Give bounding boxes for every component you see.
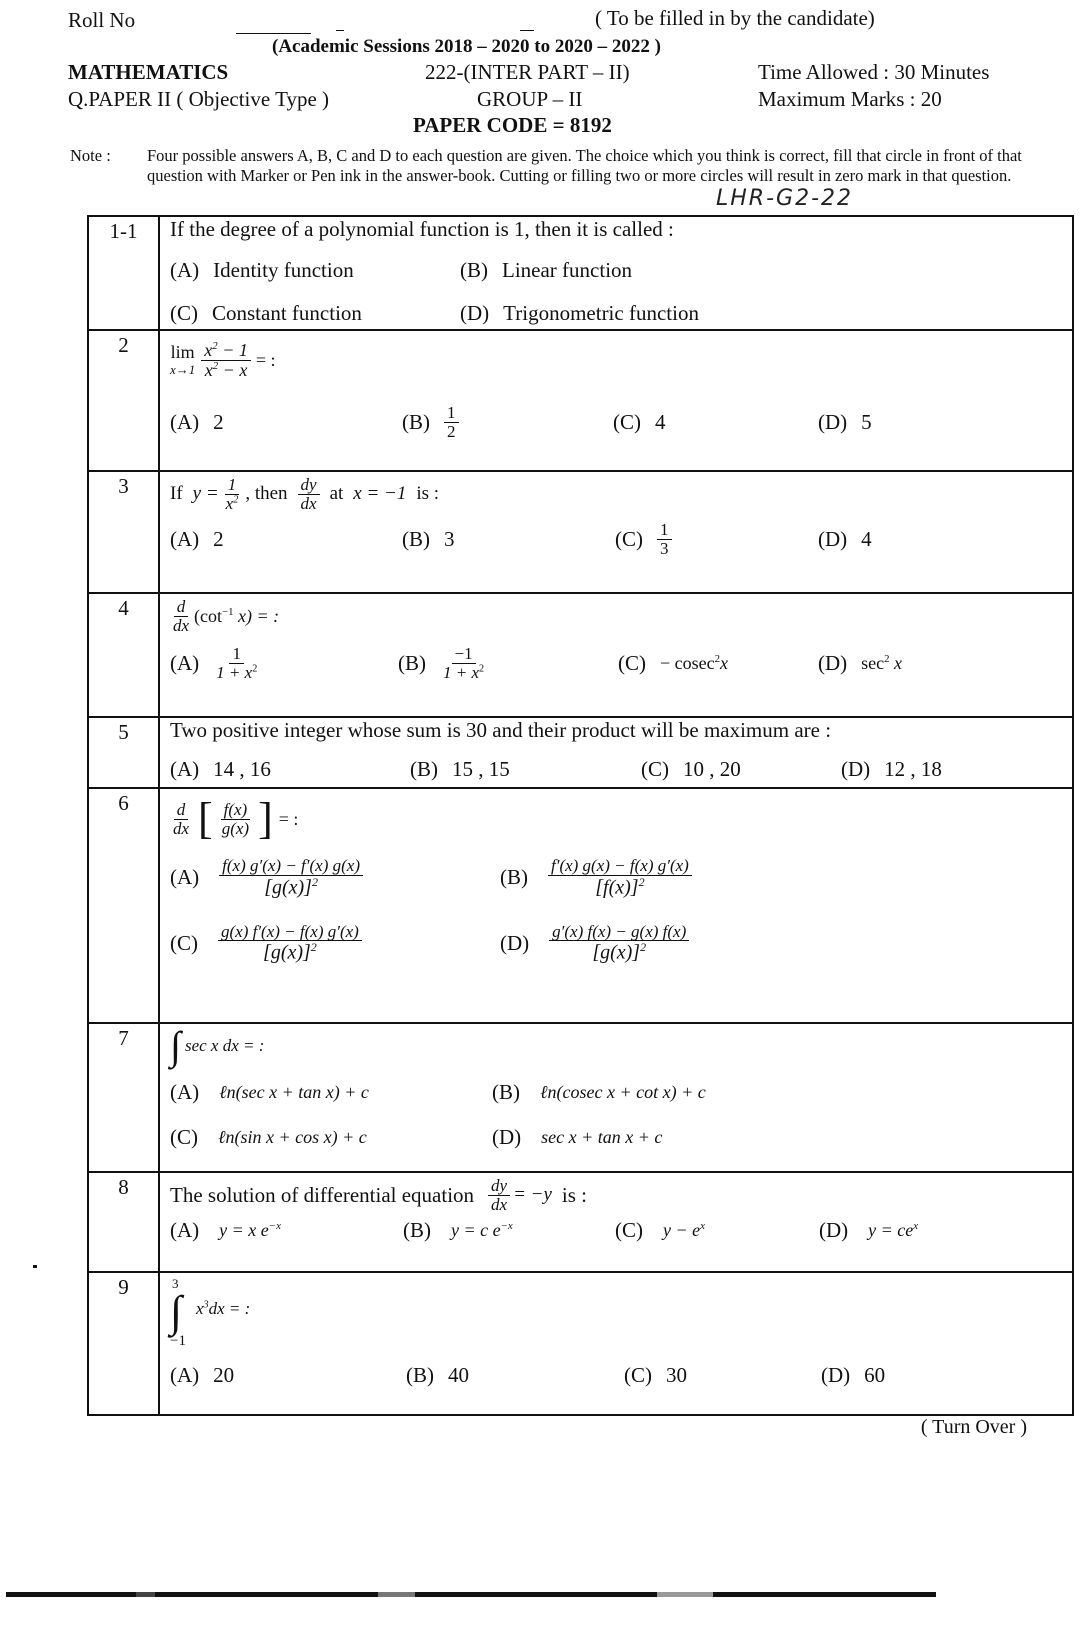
equals-sign: = : [278,808,299,829]
question-row [88,471,1073,593]
fraction-denominator: [g(x)] [263,942,311,964]
upper-limit: 3 [172,1276,179,1291]
derivative-denominator: dx [491,1194,508,1214]
option-d[interactable] [500,923,689,965]
question-number: 2 [88,330,159,471]
option-text: 3 [444,526,455,551]
fraction-denominator: 1 + x [443,662,480,682]
options-row [170,645,1072,682]
option-fraction [548,857,692,899]
fraction-numerator: 1 [229,645,244,664]
integral-sign: ∫ [170,1023,181,1068]
question-row [88,717,1073,788]
roll-no-label: Roll No [68,8,136,32]
question-body [159,216,1073,330]
derivative-fraction [488,1177,510,1214]
option-a[interactable] [170,645,398,682]
option-c[interactable] [615,521,818,558]
question-body [159,471,1073,593]
denominator-rest: − x [218,359,248,380]
question-body [159,1272,1073,1415]
denominator-exp: 2 [311,874,318,889]
option-label: (D) [818,650,848,675]
right-bracket: ] [258,794,273,843]
question-number: 1-1 [88,216,159,330]
option-text: 2 [213,526,224,551]
derivative-numerator: d [174,598,189,617]
option-text: 14 , 16 [213,757,271,781]
equation-rhs: = −y [513,1184,552,1206]
fraction-numerator: f′(x) g(x) − f(x) g′(x) [548,857,692,876]
class-label: 222-(INTER PART – II) [425,60,630,84]
question-expression [170,598,1072,635]
option-a[interactable] [170,757,410,782]
turn-over-note: ( Turn Over ) [920,1416,1027,1438]
is-text: is : [561,1182,587,1207]
question-expression [170,341,1072,380]
question-body [159,788,1073,1023]
definite-integral [170,1277,186,1349]
option-c[interactable] [618,651,818,676]
fraction-numerator: g(x) f′(x) − f(x) g′(x) [218,923,362,942]
option-label: (B) [406,1363,434,1387]
option-fraction [219,857,363,899]
question-number: 5 [88,717,159,788]
option-text: 12 , 18 [884,757,942,781]
derivative-numerator: dy [298,476,320,495]
option-label: (B) [460,258,488,282]
lim-subscript: x→1 [170,362,196,378]
option-d[interactable] [821,1363,885,1388]
option-a[interactable] [170,1080,492,1105]
integrand: x [195,1299,204,1318]
derivative-denominator: dx [173,818,190,838]
question-row [88,330,1073,471]
scan-artifact [33,1265,37,1268]
option-fraction [213,645,260,682]
denominator-exp: 2 [638,874,645,889]
question-number: 3 [88,471,159,593]
option-b[interactable] [402,404,613,441]
option-text: sec x + tan x + c [541,1127,663,1147]
roll-no-field-mark [336,30,344,31]
option-text: − cosec [660,652,715,673]
question-row [88,1023,1073,1172]
time-allowed: Time Allowed : 30 Minutes [758,60,990,84]
option-d[interactable] [492,1125,662,1150]
denominator-exp: 2 [310,940,317,955]
option-label: (B) [403,1217,431,1242]
is-text: is : [416,483,440,505]
option-a[interactable] [170,1363,406,1388]
option-label: (A) [170,526,200,551]
questions-table [87,215,1074,1416]
note-text: Four possible answers A, B, C and D to each question are given. The choice which you think is correct, fill that circle in front of that question with Marker or Pen ink in the answer-book. Cutting or filling two or more circles will result in zero mark in that question. [147,146,1022,185]
question-row [88,1272,1073,1415]
option-a[interactable] [170,1218,403,1243]
integrand-exp: 3 [203,1299,209,1311]
question-row [88,788,1073,1023]
option-text: y − e [663,1219,701,1240]
option-d[interactable] [818,527,872,552]
option-exp: 2 [884,652,890,665]
denominator-exp: 2 [479,662,485,674]
quotient-fraction [219,801,252,838]
question-body [159,593,1073,717]
fraction-numerator: 1 [444,404,459,423]
option-b[interactable] [403,1218,615,1243]
handwritten-annotation: LHR-G2-22 [716,186,854,211]
question-expression [170,794,1072,843]
option-label: (C) [641,757,669,781]
option-exp: 2 [714,652,721,665]
option-label: (A) [170,409,200,434]
fraction-numerator: −1 [452,645,476,664]
options-row [170,1125,1072,1150]
option-fraction [444,404,459,441]
options-row [170,757,1072,782]
option-label: (A) [170,865,200,890]
group-label: GROUP – II [477,87,583,111]
question-expression [170,1023,1072,1068]
derivative-numerator: d [174,801,189,820]
subject-title: MATHEMATICS [68,60,229,84]
question-number: 4 [88,593,159,717]
question-body [159,1023,1073,1172]
option-text: 4 [655,409,666,434]
option-c[interactable] [613,410,818,435]
quotient-numerator: f(x) [221,801,251,820]
paper-type: Q.PAPER II ( Objective Type ) [68,87,330,111]
question-text: The solution of differential equation [170,1182,475,1207]
option-label: (C) [170,301,198,325]
option-d[interactable] [841,757,942,782]
numerator-exp: 2 [212,340,218,352]
options-row [170,923,1072,965]
option-var: x [720,652,729,673]
option-c[interactable] [170,923,500,965]
option-label: (A) [170,1363,200,1387]
maximum-marks: Maximum Marks : 20 [758,87,942,111]
option-text: 10 , 20 [683,757,741,781]
option-label: (C) [613,409,641,434]
option-label: (D) [819,1217,849,1242]
question-row [88,1172,1073,1272]
options-row [170,258,1072,283]
option-var: x [889,652,903,673]
option-exp: x [700,1219,705,1232]
option-fraction [218,923,362,965]
option-b[interactable] [402,527,615,552]
fraction-denominator: 1 + x [216,662,253,682]
question-body [159,717,1073,788]
option-label: (C) [170,1125,198,1149]
x-value: x = −1 [353,483,407,505]
option-text: 60 [864,1363,886,1387]
derivative-operator [170,598,192,635]
fraction-numerator: 1 [657,521,672,540]
derivative-denominator: dx [173,615,190,635]
option-c[interactable] [624,1363,821,1388]
integrand-rest: dx = : [208,1299,251,1318]
paper-code: PAPER CODE = 8192 [413,113,612,137]
options-row [170,857,1072,899]
option-c[interactable] [170,301,460,326]
numerator-var: x [204,340,213,360]
note-label: Note : [70,146,111,165]
inverse-exp: −1 [222,605,234,618]
option-label: (B) [402,409,430,434]
options-row [170,404,1072,441]
option-text: sec [861,652,885,673]
option-label: (B) [398,650,426,675]
academic-sessions: (Academic Sessions 2018 – 2020 to 2020 – 2022 ) [272,36,661,57]
fraction-numerator: f(x) g′(x) − f′(x) g(x) [219,857,363,876]
derivative-numerator: dy [488,1177,510,1196]
denominator-exp: 2 [640,940,647,955]
fraction-numerator: g′(x) f(x) − g(x) f(x) [549,923,689,942]
option-text: y = x e [219,1219,269,1240]
option-label: (D) [818,526,848,551]
option-text: Linear function [502,258,633,282]
option-text: Identity function [213,258,354,282]
denominator-exp: 2 [252,662,258,674]
question-number: 9 [88,1272,159,1415]
option-b[interactable] [460,258,632,283]
option-label: (A) [170,757,200,781]
option-a[interactable] [170,857,500,899]
integral-sign: ∫ [170,1287,183,1336]
fraction-numerator: 1 [225,476,240,495]
equals-sign: = : [255,349,276,370]
options-row [170,1218,1072,1243]
option-label: (D) [821,1363,851,1387]
option-text: 30 [666,1363,687,1387]
question-body [159,1172,1073,1272]
question-row [88,216,1073,330]
question-expression [170,476,1072,513]
function-fraction [223,476,242,513]
option-text: Constant function [212,301,362,325]
options-row [170,1363,1072,1388]
option-label: (C) [615,526,643,551]
option-label: (B) [492,1080,520,1104]
fraction-denominator: x [225,493,234,513]
y-equals: y = [192,483,219,505]
roll-no-field[interactable] [236,33,311,34]
option-label: (D) [818,409,848,434]
option-text: y = ce [868,1219,914,1240]
option-text: 4 [861,526,872,551]
option-label: (A) [170,1217,200,1242]
question-number: 6 [88,788,159,1023]
option-a[interactable] [170,410,402,435]
option-b[interactable] [406,1363,624,1388]
fraction-denominator: 3 [660,538,669,558]
derivative-denominator: dx [300,493,317,513]
option-c[interactable] [170,1125,492,1150]
option-label: (A) [170,1080,200,1104]
option-text: 40 [448,1363,469,1387]
option-a[interactable] [170,258,460,283]
lower-limit: −1 [170,1333,186,1349]
option-b[interactable] [500,857,692,899]
option-text: 2 [213,409,224,434]
denominator-exp: 2 [233,494,239,506]
option-label: (C) [170,930,198,955]
question-expression [170,1177,1072,1214]
numerator-rest: − 1 [217,340,248,360]
question-text: Two positive integer whose sum is 30 and their product will be maximum are : [170,718,832,742]
option-label: (C) [624,1363,652,1387]
option-exp: x [913,1219,919,1232]
question-expression [170,1277,1072,1349]
fraction-denominator: [f(x)] [595,876,639,899]
option-label: (D) [460,301,490,325]
scan-edge-line [6,1592,936,1597]
cot-text: (cot [194,605,223,626]
derivative-fraction [298,476,320,513]
option-d[interactable] [460,301,699,326]
option-label: (A) [170,650,200,675]
denominator-exp: 2 [212,359,219,372]
option-b[interactable] [410,757,641,782]
question-body [159,330,1073,471]
option-label: (D) [841,757,871,781]
fraction-denominator: [g(x)] [592,942,641,964]
candidate-instruction: ( To be filled in by the candidate) [595,6,875,30]
options-row [170,1080,1072,1105]
question-text: If the degree of a polynomial function is 1, then it is called : [170,217,674,241]
option-c[interactable] [641,757,841,782]
roll-no-field-mark [520,30,534,31]
option-d[interactable] [818,651,902,676]
option-text: Trigonometric function [503,301,699,325]
question-row [88,593,1073,717]
option-label: (B) [500,865,528,890]
limit-operator [170,343,195,377]
denominator-var: x [204,359,213,380]
left-bracket: [ [198,794,213,843]
option-a[interactable] [170,527,402,552]
option-text: 15 , 15 [452,757,510,781]
derivative-operator [170,801,192,838]
lim-text: lim [170,342,195,363]
option-label: (C) [615,1217,643,1242]
fraction-denominator: 2 [447,421,456,441]
option-label: (B) [402,526,430,551]
integrand: sec x dx = : [184,1036,265,1055]
option-b[interactable] [398,645,618,682]
cot-arg: x) = : [233,605,280,626]
option-text: y = c e [451,1219,501,1240]
limit-fraction [201,341,251,380]
option-fraction [657,521,672,558]
option-text: ℓn(cosec x + cot x) + c [540,1082,706,1102]
option-text: 20 [213,1363,235,1387]
quotient-denominator: g(x) [221,818,250,838]
question-number: 7 [88,1023,159,1172]
fraction-denominator: [g(x)] [264,876,312,899]
question-number: 8 [88,1172,159,1272]
option-label: (D) [500,930,530,955]
option-exp: −x [268,1219,281,1232]
option-d[interactable] [819,1218,918,1243]
option-b[interactable] [492,1080,706,1105]
if-text: If [170,483,183,505]
at-text: at [329,483,344,505]
then-text: , then [245,483,288,505]
option-label: (C) [618,650,646,675]
option-fraction [549,923,689,965]
option-text: 5 [861,409,872,434]
option-label: (B) [410,757,438,781]
option-label: (D) [492,1125,522,1149]
option-d[interactable] [818,410,872,435]
option-exp: −x [500,1219,513,1232]
option-text: ℓn(sec x + tan x) + c [219,1082,369,1102]
option-label: (A) [170,258,200,282]
option-fraction [440,645,487,682]
option-text: ℓn(sin x + cos x) + c [218,1127,367,1147]
option-c[interactable] [615,1218,819,1243]
options-row [170,301,1072,326]
options-row [170,521,1072,558]
